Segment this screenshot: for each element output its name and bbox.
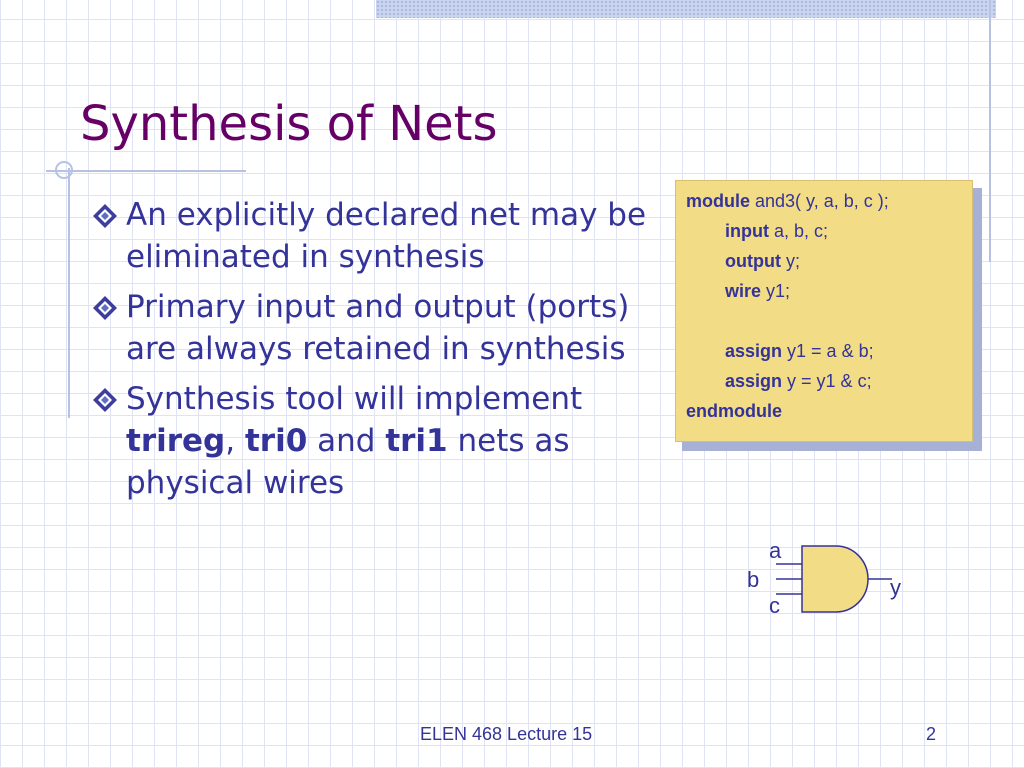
bullet-text: and	[307, 423, 386, 459]
code-text: y1 = a & b;	[782, 341, 874, 361]
decorative-vertical-line-left	[68, 168, 70, 418]
code-line	[686, 186, 972, 216]
code-keyword: input	[725, 221, 769, 241]
code-keyword: assign	[725, 341, 783, 361]
diamond-bullet-icon	[92, 387, 118, 413]
diamond-bullet-icon	[92, 295, 118, 321]
code-text: y1;	[761, 281, 791, 301]
code-keyword: output	[725, 251, 781, 271]
code-keyword: wire	[725, 281, 762, 301]
code-line	[686, 306, 972, 336]
and-gate-body	[802, 546, 868, 612]
bullet-list	[90, 194, 650, 512]
top-decorative-band	[376, 0, 996, 18]
code-text: y;	[780, 251, 800, 271]
and-gate-diagram	[740, 532, 920, 622]
code-keyword: endmodule	[686, 401, 783, 421]
code-line	[686, 246, 972, 276]
code-keyword: assign	[725, 371, 783, 391]
gate-input-label-a: a	[769, 538, 782, 563]
decorative-vertical-line-right	[989, 0, 991, 262]
code-line	[686, 216, 972, 246]
diamond-bullet-icon	[92, 203, 118, 229]
slide-title: Synthesis of Nets	[80, 96, 498, 152]
bullet-item	[90, 378, 650, 504]
code-text: and3( y, a, b, c );	[750, 191, 889, 211]
bullet-text: ,	[225, 423, 245, 459]
footer-lecture-label: ELEN 468 Lecture 15	[420, 724, 593, 744]
code-keyword: module	[686, 191, 751, 211]
bullet-bold-term: trireg	[126, 423, 226, 459]
bullet-text: Synthesis tool will implement	[126, 381, 583, 417]
code-text: a, b, c;	[768, 221, 829, 241]
crosshair-ornament-icon	[52, 158, 74, 180]
footer-page-number: 2	[926, 724, 937, 744]
verilog-code-box	[675, 180, 973, 442]
bullet-bold-term: tri1	[385, 423, 448, 459]
bullet-text: nets as physical wires	[126, 423, 570, 501]
code-line	[686, 276, 972, 306]
decorative-title-underline	[46, 170, 246, 172]
bullet-item	[90, 194, 650, 278]
code-text: y = y1 & c;	[782, 371, 872, 391]
bullet-text: Primary input and output (ports) are always retained in synthesis	[126, 289, 630, 367]
bullet-text: An explicitly declared net may be eliminated in synthesis	[126, 197, 647, 275]
bullet-bold-term: tri0	[244, 423, 308, 459]
bullet-item	[90, 286, 650, 370]
gate-input-label-c: c	[769, 593, 780, 618]
code-line	[686, 366, 972, 396]
code-line	[686, 396, 972, 426]
code-line	[686, 336, 972, 366]
gate-output-label-y: y	[890, 575, 901, 600]
gate-input-label-b: b	[747, 567, 760, 592]
